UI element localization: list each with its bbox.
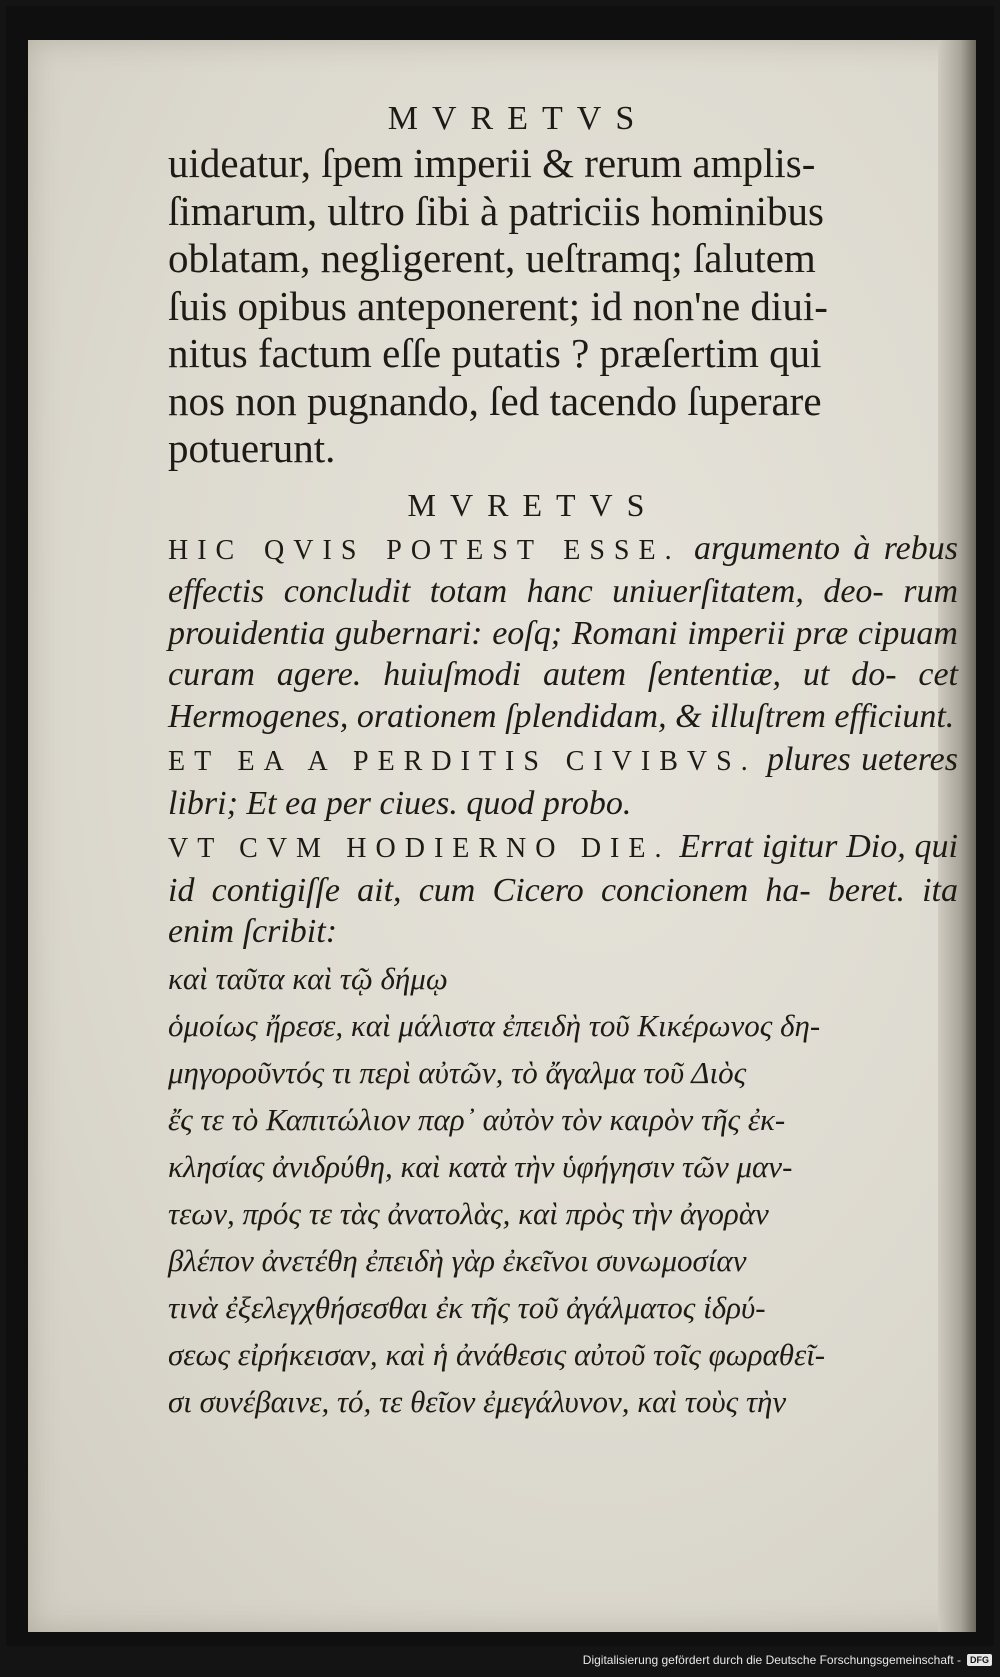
main-text-line: oblatam, negligerent, ueſtramq; ſalutem (168, 235, 816, 281)
commentary-lemma (168, 528, 958, 738)
lemma-note: argumento à rebus effectis concludit totam hanc uniuerſitatem, deo- rum prouidentia gubernari: eoſq; Romani imperii præ cipuam curam agere. huiuſmodi autem ſententiæ, ut do- cet Hermogenes, orationem ſplendidam, & illuſtrem efficiunt. (168, 529, 958, 735)
lemma-note: plures ueteres libri; Et ea per ciues. quod probo. (168, 741, 959, 822)
page-text-block (168, 100, 958, 1425)
commentary-heading: MVRETVS (407, 486, 659, 523)
footer-credit: Digitalisierung gefördert durch die Deutsche Forschungsgemeinschaft - (582, 1653, 961, 1667)
greek-line: σεως εἰρήκεισαν, καὶ ἡ ἀνάθεσις αὐτοῦ τοῖς φωραθεῖ- (168, 1336, 826, 1372)
main-text-line: nos non pugnando, ſed tacendo ſuperare (168, 377, 822, 424)
lemma-caps: VT CVM HODIERNO DIE. (168, 833, 671, 864)
greek-line: ὁμοίως ἤρεσε, καὶ μάλιστα ἐπειδὴ τοῦ Κικέρωνος δη- (168, 1007, 821, 1043)
greek-line: τεων, πρός τε τὰς ἀνατολὰς, καὶ πρὸς τὴν ἀγορὰν (168, 1195, 769, 1231)
digitization-footer (583, 1649, 992, 1671)
scan-background (6, 6, 994, 1646)
main-text-line: ſuis opibus anteponerent; id non'ne diui- (168, 282, 828, 329)
greek-line: βλέπον ἀνετέθη ἐπειδὴ γὰρ ἐκεῖνοι συνωμοσίαν (168, 1242, 747, 1278)
running-head: MVRETVS (387, 100, 649, 137)
main-text-line: potuerunt. (168, 425, 336, 471)
greek-quotation (168, 955, 958, 1425)
commentary-lemma (168, 826, 958, 953)
main-text (168, 140, 958, 473)
greek-line: κλησίας ἀνιδρύθη, καὶ κατὰ τὴν ὑφήγησιν τῶν μαν- (168, 1148, 793, 1184)
dfg-logo-icon: DFG (967, 1654, 992, 1666)
lemma-caps: ET EA A PERDITIS CIVIBVS. (168, 746, 757, 777)
greek-line: μηγοροῦντός τι περὶ αὐτῶν, τὸ ἄγαλμα τοῦ Διὸς (168, 1054, 747, 1090)
greek-line: τινὰ ἐξελεγχθήσεσθαι ἐκ τῆς τοῦ ἀγάλματος ἱδρύ- (168, 1289, 766, 1325)
book-page (28, 40, 976, 1632)
greek-line: καὶ ταῦτα καὶ τῷ δήμῳ (168, 960, 448, 996)
lemma-note: Errat igitur Dio, qui id contigiſſe ait, cum Cicero concionem ha- beret. ita enim ſcribit: (168, 828, 959, 950)
greek-line: σι συνέβαινε, τό, τε θεῖον ἐμεγάλυνον, καὶ τοὺς τὴν (168, 1383, 787, 1419)
main-text-line: uideatur, ſpem imperii & rerum amplis- (168, 140, 816, 186)
lemma-caps: HIC QVIS POTEST ESSE. (168, 534, 681, 566)
main-text-line: nitus factum eſſe putatis ? præſertim qui (168, 330, 822, 376)
main-text-line: ſimarum, ultro ſibi à patriciis hominibus (168, 187, 824, 234)
greek-line: ἔς τε τὸ Καπιτώλιον παρ᾽ αὐτὸν τὸν καιρὸν τῆς ἐκ- (168, 1101, 786, 1137)
commentary-lemma (168, 739, 958, 824)
